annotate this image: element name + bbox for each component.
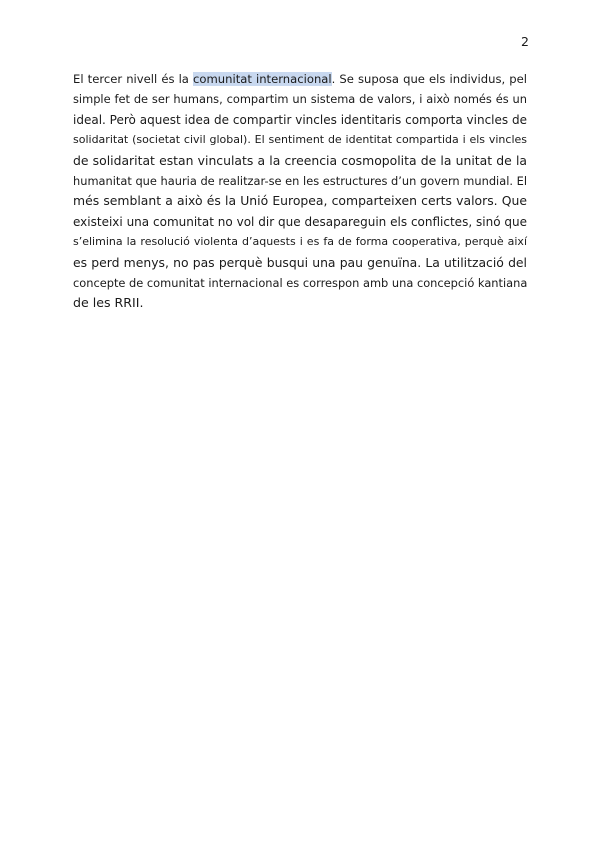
page-number: 2: [521, 34, 529, 49]
paragraph-line: humanitat que hauria de realitzar-se en les estructures d’un govern mundial. El: [73, 173, 527, 188]
paragraph-line: [73, 69, 527, 89]
body-paragraph: [73, 69, 527, 314]
selected-text-highlight[interactable]: comunitat internacional: [193, 72, 332, 86]
paragraph-line: solidaritat (societat civil global). El sentiment de identitat compartida i els vincles: [73, 133, 527, 147]
paragraph-line: simple fet de ser humans, compartim un sistema de valors, i això només és un: [73, 92, 527, 107]
paragraph-line: de solidaritat estan vinculats a la creencia cosmopolita de la unitat de la: [73, 152, 527, 168]
paragraph-line: s’elimina la resolució violenta d’aquests i es fa de forma cooperativa, perquè així: [73, 235, 527, 249]
paragraph-line: més semblant a això és la Unió Europea, comparteixen certs valors. Que: [73, 193, 527, 209]
text-run: El tercer nivell és la: [73, 72, 194, 86]
paragraph-line: de les RRII.: [73, 295, 144, 311]
paragraph-line: es perd menys, no pas perquè busqui una pau genuïna. La utilització del: [73, 254, 527, 270]
text-run: . Se suposa que els individus, pel: [331, 72, 527, 86]
paragraph-line: existeixi una comunitat no vol dir que desapareguin els conflictes, sinó que: [73, 214, 527, 229]
paragraph-line: ideal. Però aquest idea de compartir vincles identitaris comporta vincles de: [73, 112, 527, 127]
paragraph-line: concepte de comunitat internacional es correspon amb una concepció kantiana: [73, 275, 528, 290]
